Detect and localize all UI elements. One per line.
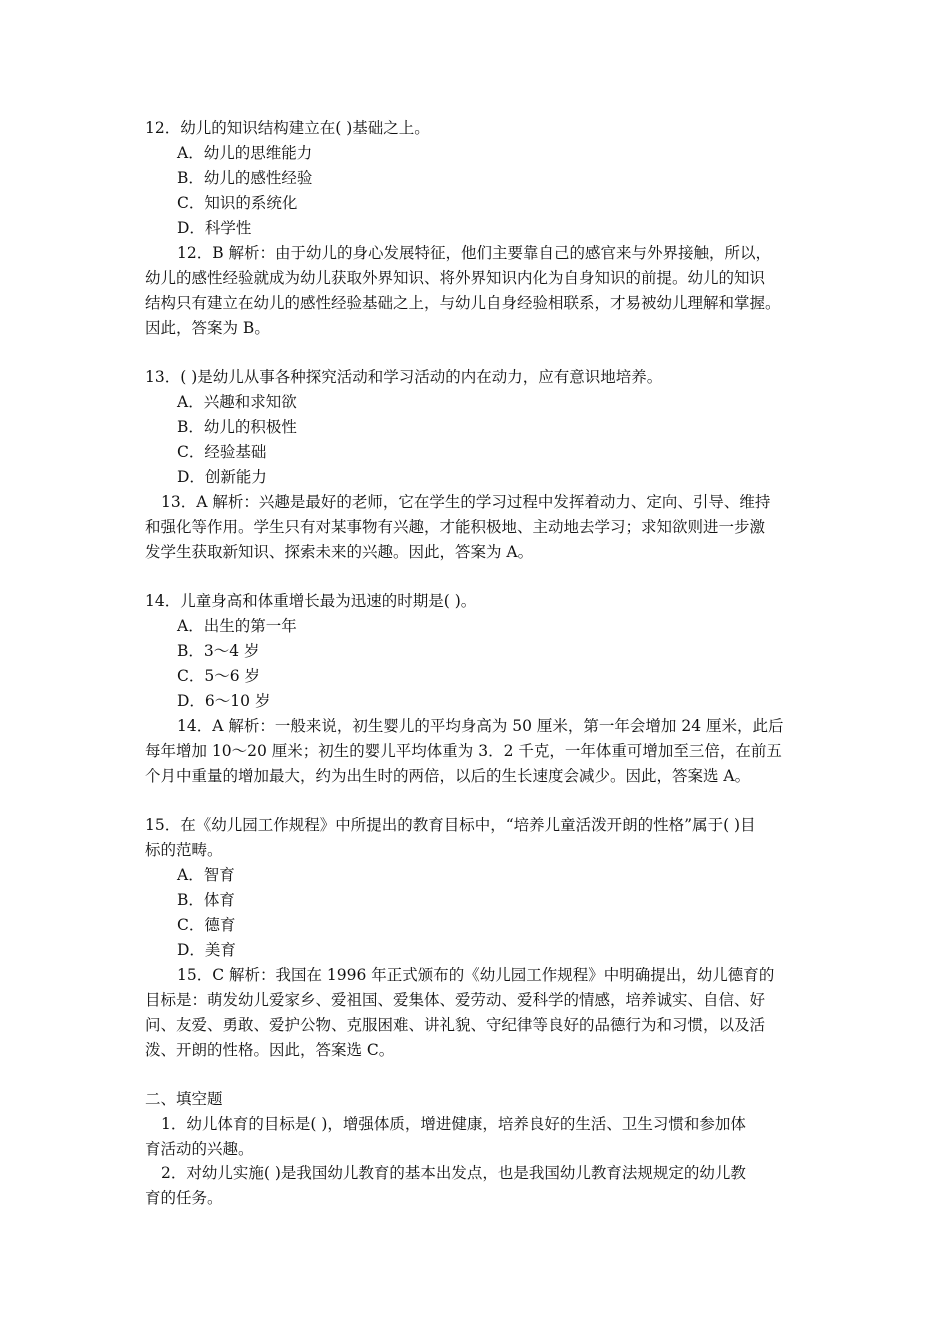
question-13-option-c: C．经验基础 bbox=[177, 443, 267, 461]
question-13-option-d: D．创新能力 bbox=[177, 468, 267, 486]
question-15-option-c: C．德育 bbox=[177, 916, 236, 934]
question-12-answer-line: 幼儿的感性经验就成为幼儿获取外界知识、将外界知识内化为自身知识的前提。幼儿的知识 bbox=[145, 269, 766, 287]
question-13-option-b: B．幼儿的积极性 bbox=[177, 418, 297, 436]
question-12-option-a: A．幼儿的思维能力 bbox=[177, 144, 313, 162]
question-15-answer-line: 问、友爱、勇敢、爱护公物、克服困难、讲礼貌、守纪律等良好的品德行为和习惯，以及活 bbox=[145, 1016, 766, 1034]
section-heading: 二、填空题 bbox=[145, 1090, 223, 1108]
fill-blank-item-1: 1．幼儿体育的目标是( )，增强体质，增进健康，培养良好的生活、卫生习惯和参加体 bbox=[161, 1115, 746, 1133]
question-15-stem: 15．在《幼儿园工作规程》中所提出的教育目标中，“培养儿童活泼开朗的性格”属于( )目 bbox=[145, 816, 756, 834]
question-12-answer-line: 因此，答案为 B。 bbox=[145, 319, 270, 337]
question-14-answer-line: 个月中重量的增加最大，约为出生时的两倍，以后的生长速度会减少。因此，答案选 A。 bbox=[145, 767, 751, 785]
question-12-option-d: D．科学性 bbox=[177, 219, 252, 237]
question-14-option-b: B．3～4 岁 bbox=[177, 642, 260, 660]
question-12-answer-line: 12．B 解析：由于幼儿的身心发展特征，他们主要靠自己的感官来与外界接触，所以， bbox=[177, 244, 772, 262]
question-14-option-d: D．6～10 岁 bbox=[177, 692, 271, 710]
question-15-answer-line: 目标是：萌发幼儿爱家乡、爱祖国、爱集体、爱劳动、爱科学的情感，培养诚实、自信、好 bbox=[145, 991, 766, 1009]
question-13-answer-line: 和强化等作用。学生只有对某事物有兴趣，才能积极地、主动地去学习；求知欲则进一步激 bbox=[145, 518, 766, 536]
question-15-option-a: A．智育 bbox=[177, 866, 235, 884]
question-14-stem: 14．儿童身高和体重增长最为迅速的时期是( )。 bbox=[145, 592, 477, 610]
question-13-answer-line: 发学生获取新知识、探索未来的兴趣。因此，答案为 A。 bbox=[145, 543, 534, 561]
question-15-answer-line: 15．C 解析：我国在 1996 年正式颁布的《幼儿园工作规程》中明确提出，幼儿德育的 bbox=[177, 966, 775, 984]
question-12-option-c: C．知识的系统化 bbox=[177, 194, 298, 212]
question-13-option-a: A．兴趣和求知欲 bbox=[177, 393, 297, 411]
question-12-answer-line: 结构只有建立在幼儿的感性经验基础之上，与幼儿自身经验相联系，才易被幼儿理解和掌握。 bbox=[145, 294, 781, 312]
question-12-stem: 12．幼儿的知识结构建立在( )基础之上。 bbox=[145, 119, 430, 137]
question-14-answer-line: 14．A 解析：一般来说，初生婴儿的平均身高为 50 厘米，第一年会增加 24 厘米，此后 bbox=[177, 717, 784, 735]
question-15-option-b: B．体育 bbox=[177, 891, 235, 909]
question-14-option-c: C．5～6 岁 bbox=[177, 667, 261, 685]
fill-blank-item-2: 2．对幼儿实施( )是我国幼儿教育的基本出发点，也是我国幼儿教育法规规定的幼儿教 bbox=[161, 1164, 746, 1182]
question-14-answer-line: 每年增加 10～20 厘米；初生的婴儿平均体重为 3．2 千克，一年体重可增加至三倍，在前五 bbox=[145, 742, 782, 760]
question-15-option-d: D．美育 bbox=[177, 941, 236, 959]
question-13-answer-line: 13．A 解析：兴趣是最好的老师，它在学生的学习过程中发挥着动力、定向、引导、维持 bbox=[161, 493, 771, 511]
question-15-stem: 标的范畴。 bbox=[145, 841, 223, 859]
question-14-option-a: A．出生的第一年 bbox=[177, 617, 297, 635]
fill-blank-item-2: 育的任务。 bbox=[145, 1189, 223, 1207]
question-12-option-b: B．幼儿的感性经验 bbox=[177, 169, 313, 187]
question-13-stem: 13．( )是幼儿从事各种探究活动和学习活动的内在动力，应有意识地培养。 bbox=[145, 368, 663, 386]
question-15-answer-line: 泼、开朗的性格。因此，答案选 C。 bbox=[145, 1041, 395, 1059]
fill-blank-item-1: 育活动的兴趣。 bbox=[145, 1140, 254, 1158]
